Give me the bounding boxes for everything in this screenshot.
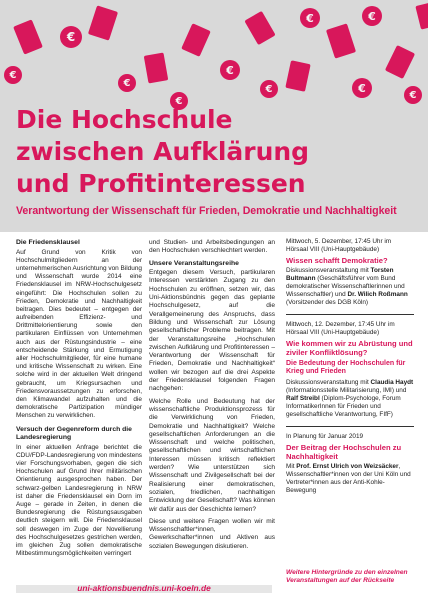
event-title: Wie kommen wir zu Abrüstung und ziviler Konfliktlösung? — [286, 339, 413, 358]
paragraph: Diese und weitere Fragen wollen wir mit Wissenschaftler*innen, Gewerkschafter*innen und Aktiven aus sozialen Bewegungen diskutieren. — [149, 517, 275, 550]
event-date: Mittwoch, 5. Dezember, 17:45 Uhr im Hörsaal VIII (Uni-Hauptgebäude) — [286, 238, 392, 253]
book-icon — [181, 23, 211, 57]
section-heading: Unsere Veranstaltungsreihe — [149, 259, 239, 267]
book-icon — [244, 11, 275, 45]
euro-coin-icon: € — [4, 66, 22, 84]
speaker-name: Torsten Bultmann — [286, 267, 394, 283]
euro-coin-icon: € — [118, 74, 136, 92]
euro-coin-icon: € — [60, 26, 82, 48]
euro-coin-icon: € — [170, 92, 188, 110]
euro-coin-icon: € — [300, 8, 320, 28]
poster-subtitle: Verantwortung der Wissenschaft für Frieden, Demokratie und Nachhaltigkeit — [16, 205, 397, 217]
title-line: zwischen Aufklärung — [16, 137, 310, 166]
euro-coin-icon: € — [220, 60, 240, 80]
event-description: Diskussionsveranstaltung mit Torsten Bultmann (Geschäftsführer vom Bund demokratischer Wissenschaftlerinnen und Wissenschaftler) und Dr. Wilich Roßmann (Vorsitzender des DGB Köln) — [286, 267, 408, 307]
euro-coin-icon: € — [352, 78, 372, 98]
footer-url-link[interactable]: uni-aktionsbuendnis.uni-koeln.de — [77, 583, 211, 593]
speaker-name: Dr. Wilich Roßmann — [347, 291, 408, 299]
backside-note: Weitere Hintergründe zu den einzelnen Veranstaltungen auf der Rückseite — [286, 569, 408, 585]
section-heading: Die Friedensklausel — [16, 239, 80, 246]
section-heading: Versuch der Gegenreform durch die Landesregierung — [16, 425, 132, 442]
euro-coin-icon: € — [260, 80, 278, 98]
paragraph: Entgegen diesem Versuch, partikularen Interessen verstärkten Zugang zu den Hochschulen zu eröffnen, setzen wir, das Uni-Aktionsbündnis gegen das geplante Hochschulgesetz, auf die Verallgemeinerung des Anspruchs, dass Bildung und Wissenschaft zur Lösung gesellschaftlicher Probleme beitragen. Mit der Veranstaltungsreihe „Hochschulen zwischen Aufklärung und Profitinteressen – Verantwortung der Wissenschaft für Frieden, Demokratie und Nachhaltigkeit“ wollen wir bezogen auf die drei Aspekte der Friedensklausel folgenden Fragen nachgehen: — [149, 269, 275, 393]
title-line: Die Hochschule — [16, 105, 233, 134]
event-description: Mit Prof. Ernst Ulrich von Weizsäcker, Wissenschaftler*innen von der Uni Köln und Vertreter*innen aus der Anti-Kohle-Bewegung — [286, 463, 411, 495]
paragraph: und Studien- und Arbeitsbedingungen an den Hochschulen verschlechtert werden. — [149, 239, 275, 255]
divider — [286, 314, 414, 315]
events-column — [286, 238, 414, 502]
book-icon — [285, 60, 310, 92]
header-banner — [0, 0, 428, 232]
event-subtitle: Die Bedeutung der Hochschulen für Krieg und Frieden — [286, 359, 406, 376]
book-icon — [415, 2, 428, 29]
book-icon — [326, 23, 356, 58]
book-icon — [144, 52, 169, 83]
book-icon — [385, 45, 415, 79]
paragraph: Welche Rolle und Bedeutung hat der wissenschaftliche Produktionsprozess für die Verwirklichung von Frieden, Demokratie und Nachhaltigkeit? Welche gesellschaftlichen Anforderungen an die Wissenschaft und welche politischen, gesellschaftlichen und wirtschaftlichen Interessen müssen kritisch reflektiert werden? Wie unterstützen sich Wissenschaft und Zivilgesellschaft bei der Realisierung einer demokratischen, sozialen, friedlichen, nachhaltigen Entwicklung der Gesellschaft? Was können wir dafür aus der Geschichte lernen? — [149, 397, 275, 513]
paragraph: In einer aktuellen Anfrage berichtet die CDU/FDP-Landesregierung von mindestens vier Forschungsvorhaben, gegen die sich Hochschulen auf Grund ihrer militärischen Orientierung ausgesprochen haben. Der schwarz-gelben Landesregierung in NRW ist daher die Friedensklausel ein Dorn im Auge – gerade in Zeiten, in denen die Bundesregierung die Rüstungsausgaben deutlich steigern will. Die Friedensklausel soll deswegen im Zuge der Novellierung des Hochschulgesetzes gestrichen werden, im gleichen Zug sollen demokratische Mitbestimmungsmöglichkeiten verringert — [16, 443, 142, 558]
speaker-name: Ralf Streibl — [286, 394, 320, 402]
article-column-1 — [16, 239, 142, 562]
event-date: In Planung für Januar 2019 — [286, 432, 364, 440]
euro-coin-icon: € — [404, 86, 422, 104]
paragraph: Auf Grund von Kritik von Hochschulmitgliedern an der unternehmerischen Ausrichtung von Bildung und Wissenschaft wurde 2014 eine Friedensklausel im NRW-Hochschulgesetz eingeführt: Die Hochschulen sollen zu Frieden, Demokratie und Nachhaltigkeit beitragen. Dies bedeutet – entgegen der aufreibenden Effizienz- und Drittmittelorientierung sowie den partikularen Einflüssen von Unternehmen auch aus der Rüstungsindustrie – eine entscheidende Stärkung und Ermutigung aller Hochschulmitglieder, für eine humane und kritische Wissenschaft zu wirken. Eine solche wird in der aktuellen Welt dringend gebraucht, um Kriegsursachen und Friedensvoraussetzungen zu erforschen, den Klimawandel aufzuhalten und die demokratische Partizipation mündiger Menschen zu verwirklichen. — [16, 248, 142, 420]
poster-title — [16, 104, 309, 200]
event-description: Diskussionsveranstaltung mit Claudia Haydt (Informationsstelle Militarisierung, IMI) und Ralf Streibl (Diplom-Psychologe, Forum InformatikerInnen für Frieden und gesellschaftliche Verantwortung, FIfF) — [286, 378, 414, 418]
title-line: und Profitinteressen — [16, 169, 306, 198]
book-icon — [13, 19, 43, 54]
event-title: Der Beitrag der Hochschulen zu Nachhaltigkeit — [286, 442, 402, 461]
speaker-name: Prof. Ernst Ulrich von Weizsäcker — [296, 463, 399, 471]
event-item — [286, 321, 414, 419]
event-date: Mittwoch, 12. Dezember, 17:45 Uhr im Hörsaal VIII (Uni-Hauptgebäude) — [286, 321, 395, 337]
event-item — [286, 238, 414, 307]
book-icon — [88, 5, 118, 40]
article-column-2 — [149, 239, 275, 555]
event-item — [286, 433, 414, 495]
euro-coin-icon: € — [362, 6, 382, 26]
event-title: Wissen schafft Demokratie? — [286, 256, 388, 265]
speaker-name: Claudia Haydt — [370, 378, 414, 386]
divider — [286, 426, 414, 427]
